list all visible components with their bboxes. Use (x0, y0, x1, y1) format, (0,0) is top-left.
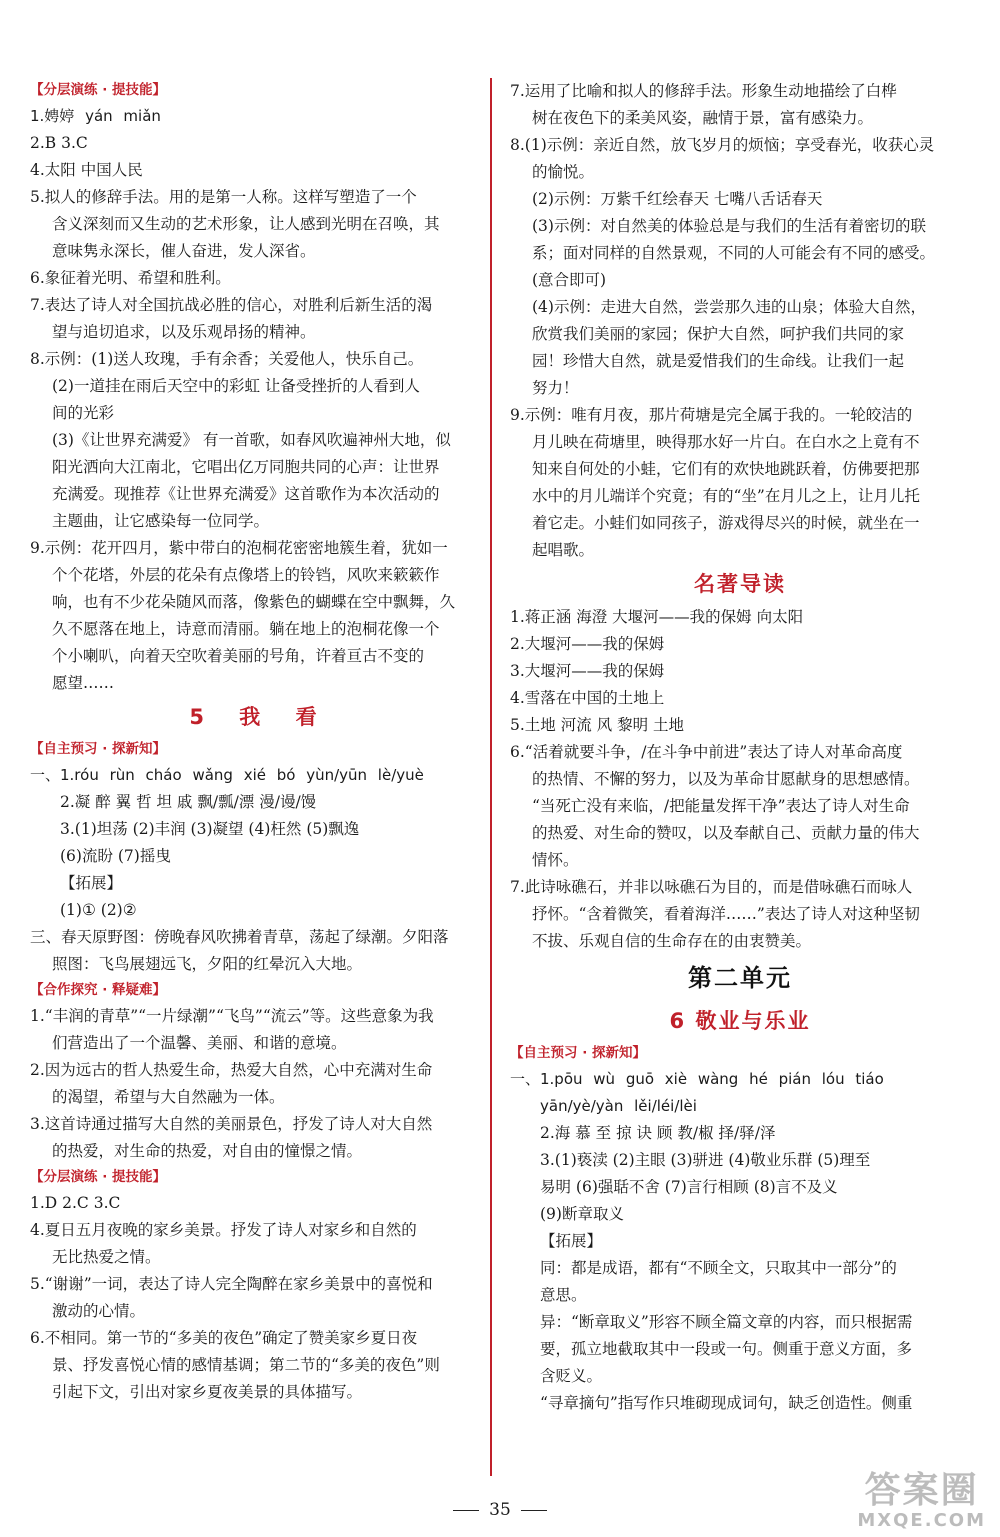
answer-line: 8.示例：(1)送人玫瑰，手有余香；关爱他人，快乐自己。 (30, 350, 424, 368)
answer-line: 2.因为远古的哲人热爱生命，热爱大自然，心中充满对生命 (30, 1061, 433, 1079)
answer-line: 5.拟人的修辞手法。用的是第一人称。这样写塑造了一个 (30, 188, 417, 206)
answer-line: 系；面对同样的自然景观，不同的人可能会有不同的感受。 (532, 244, 936, 262)
answer-line: 间的光彩 (52, 404, 115, 422)
answer-line: (4)示例：走进大自然，尝尝那久违的山泉；体验大自然， (532, 298, 926, 316)
answer-line: 4.雪落在中国的土地上 (510, 689, 665, 707)
answer-line: (3)《让世界充满爱》 有一首歌，如春风吹遍神州大地，似 (52, 431, 451, 449)
watermark-main: 答案圈 (864, 1470, 979, 1511)
answer-line: 异：“断章取义”形容不顾全篇文章的内容，而只根据需 (540, 1313, 913, 1331)
answer-line: 7.此诗咏礁石，并非以咏礁石为目的，而是借咏礁石而咏人 (510, 878, 913, 896)
answer-line: 9.示例：唯有月夜，那片荷塘是完全属于我的。一轮皎洁的 (510, 406, 913, 424)
answer-line: 要，孤立地截取其中一段或一句。侧重于意义方面，多 (540, 1340, 913, 1358)
answer-line: 5.“谢谢”一词，表达了诗人完全陶醉在家乡美景中的喜悦和 (30, 1275, 433, 1293)
answer-line: 一、1.pōu wù guō xiè wàng hé pián lóu tiáo (510, 1070, 884, 1088)
answer-line: 知来自何处的小蛙，它们有的欢快地跳跃着，仿佛要把那 (532, 460, 920, 478)
answer-line: 个个花塔，外层的花朵有点像塔上的铃铛，风吹来簌簌作 (52, 566, 440, 584)
answer-line: 易明 (6)强聒不舍 (7)言行相顾 (8)言不及义 (540, 1178, 838, 1196)
answer-line: 8.(1)示例：亲近自然，放飞岁月的烦恼；享受春光，收获心灵 (510, 136, 935, 154)
left-column (30, 78, 490, 1406)
section-tag: 【合作探究 · 释疑难】 (30, 982, 167, 998)
answer-line: 抒怀。“含着微笑，看着海洋……”表达了诗人对这种坚韧 (532, 905, 920, 923)
answer-line: 3.大堰河——我的保姆 (510, 662, 665, 680)
answer-line: 起唱歌。 (532, 541, 595, 559)
answer-line: (1)① (2)② (60, 901, 137, 919)
answer-line: 久不愿落在地上，诗意而清丽。躺在地上的泡桐花像一个 (52, 620, 440, 638)
answer-line: 1.D 2.C 3.C (30, 1194, 121, 1212)
answer-line: 含义深刻而又生动的艺术形象，让人感到光明在召唤，其 (52, 215, 440, 233)
answer-line: 三、春天原野图：傍晚春风吹拂着青草，荡起了绿潮。夕阳落 (30, 928, 449, 946)
lesson-heading: 名著导读 (694, 572, 786, 596)
answer-line: 【拓展】 (540, 1232, 603, 1250)
answer-line: yān/yè/yàn lěi/léi/lèi (540, 1097, 697, 1115)
answer-line: (意合即可) (532, 271, 607, 289)
section-tag: 【分层演练 · 提技能】 (30, 82, 167, 98)
section-tag: 【自主预习 · 探新知】 (30, 741, 167, 757)
answer-line: (6)流盼 (7)摇曳 (60, 847, 171, 865)
answer-line: 努力！ (532, 379, 579, 397)
answer-line: 引起下文，引出对家乡夏夜美景的具体描写。 (52, 1383, 363, 1401)
answer-line: 3.(1)亵渎 (2)主眼 (3)骈进 (4)敬业乐群 (5)理至 (540, 1151, 871, 1169)
answer-line: 2.凝 醉 翼 哲 坦 戚 飘/瓢/漂 漫/谩/馒 (60, 793, 317, 811)
page-number (0, 1500, 1000, 1520)
answer-line: 充满爱。现推荐《让世界充满爱》这首歌作为本次活动的 (52, 485, 440, 503)
unit-heading: 第二单元 (688, 964, 792, 992)
watermark (857, 1472, 986, 1531)
answer-line: 的渴望，希望与大自然融为一体。 (52, 1088, 285, 1106)
answer-line: 2.大堰河——我的保姆 (510, 635, 665, 653)
answer-line: 意味隽永深长，催人奋进，发人深省。 (52, 242, 316, 260)
answer-line: 6.“活着就要斗争，/在斗争中前进”表达了诗人对革命高度 (510, 743, 903, 761)
answer-line: 的热爱，对生命的热爱，对自由的憧憬之情。 (52, 1142, 363, 1160)
answer-line: 愿望…… (52, 674, 115, 692)
answer-line: 1.“丰润的青草”“一片绿潮”“飞鸟”“流云”等。这些意象为我 (30, 1007, 434, 1025)
answer-line: “寻章摘句”指写作只堆砌现成词句，缺乏创造性。侧重 (540, 1394, 913, 1412)
answer-line: 阳光洒向大江南北，它唱出亿万同胞共同的心声：让世界 (52, 458, 440, 476)
answer-line: 5.土地 河流 风 黎明 土地 (510, 716, 684, 734)
answer-line: (2)一道挂在雨后天空中的彩虹 让备受挫折的人看到人 (52, 377, 420, 395)
answer-line: 2.B 3.C (30, 134, 88, 152)
answer-line: 3.(1)坦荡 (2)丰润 (3)凝望 (4)枉然 (5)飘逸 (60, 820, 360, 838)
answer-line: 不拔、乐观自信的生命存在的由衷赞美。 (532, 932, 812, 950)
answer-line: 4.太阳 中国人民 (30, 161, 143, 179)
answer-line: 照图：飞鸟展翅远飞，夕阳的红晕沉入大地。 (52, 955, 363, 973)
answer-line: 着它走。小蛙们如同孩子，游戏得尽兴的时候，就坐在一 (532, 514, 920, 532)
answer-line: 主题曲，让它感染每一位同学。 (52, 512, 270, 530)
right-column (510, 78, 970, 1417)
answer-line: 1.娉婷 yán miǎn (30, 107, 161, 125)
answer-line: “当死亡没有来临，/把能量发挥干净”表达了诗人对生命 (532, 797, 910, 815)
lesson-heading: 6 敬业与乐业 (669, 1009, 811, 1033)
lesson-heading: 5 我 看 (189, 705, 331, 729)
section-tag: 【自主预习 · 探新知】 (510, 1045, 647, 1061)
answer-line: 个小喇叭，向着天空吹着美丽的号角，许着亘古不变的 (52, 647, 425, 665)
answer-line: 水中的月儿端详个究竟；有的“坐”在月儿之上，让月儿托 (532, 487, 920, 505)
answer-line: 无比热爱之情。 (52, 1248, 161, 1266)
answer-line: 1.蒋正涵 海澄 大堰河——我的保姆 向太阳 (510, 608, 804, 626)
answer-line: 同：都是成语，都有“不顾全文，只取其中一部分”的 (540, 1259, 897, 1277)
answer-line: 的热爱、对生命的赞叹，以及奉献自己、贡献力量的伟大 (532, 824, 920, 842)
answer-line: 的愉悦。 (532, 163, 595, 181)
answer-line: 们营造出了一个温馨、美丽、和谐的意境。 (52, 1034, 347, 1052)
page-number-text: 35 (489, 1500, 511, 1520)
watermark-sub: MXQE.COM (857, 1510, 986, 1531)
answer-line: 一、1.róu rùn cháo wǎng xié bó yùn/yūn lè/yuè (30, 766, 424, 784)
answer-line: 树在夜色下的柔美风姿，融情于景，富有感染力。 (532, 109, 874, 127)
answer-line: 7.表达了诗人对全国抗战必胜的信心，对胜利后新生活的渴 (30, 296, 433, 314)
answer-line: 含贬义。 (540, 1367, 603, 1385)
answer-line: 3.这首诗通过描写大自然的美丽景色，抒发了诗人对大自然 (30, 1115, 433, 1133)
answer-line: 意思。 (540, 1286, 587, 1304)
answer-line: 欣赏我们美丽的家园；保护大自然，呵护我们共同的家 (532, 325, 905, 343)
answer-line: 【拓展】 (60, 874, 123, 892)
answer-line: 望与追切追求，以及乐观昂扬的精神。 (52, 323, 316, 341)
answer-line: 景、抒发喜悦心情的感情基调；第二节的“多美的夜色”则 (52, 1356, 440, 1374)
answer-line: 响，也有不少花朵随风而落，像紫色的蝴蝶在空中飘舞，久 (52, 593, 456, 611)
answer-line: (9)断章取义 (540, 1205, 624, 1223)
answer-line: 月儿映在荷塘里，映得那水好一片白。在白水之上竟有不 (532, 433, 920, 451)
answer-line: (2)示例：万紫千红绘春天 七嘴八舌话春天 (532, 190, 823, 208)
section-tag: 【分层演练 · 提技能】 (30, 1169, 167, 1185)
answer-line: 6.不相同。第一节的“多美的夜色”确定了赞美家乡夏日夜 (30, 1329, 418, 1347)
column-divider (490, 78, 492, 1476)
answer-line: 2.海 慕 至 掠 诀 顾 教/椒 择/驿/泽 (540, 1124, 776, 1142)
answer-line: (3)示例：对自然美的体验总是与我们的生活有着密切的联 (532, 217, 926, 235)
answer-line: 9.示例：花开四月，紫中带白的泡桐花密密地簇生着，犹如一 (30, 539, 448, 557)
answer-line: 4.夏日五月夜晚的家乡美景。抒发了诗人对家乡和自然的 (30, 1221, 417, 1239)
answer-line: 的热情、不懈的努力，以及为革命甘愿献身的思想感情。 (532, 770, 920, 788)
answer-line: 7.运用了比喻和拟人的修辞手法。形象生动地描绘了白桦 (510, 82, 897, 100)
answer-line: 情怀。 (532, 851, 579, 869)
answer-line: 激动的心情。 (52, 1302, 146, 1320)
answer-line: 园！珍惜大自然，就是爱惜我们的生命线。让我们一起 (532, 352, 905, 370)
answer-line: 6.象征着光明、希望和胜利。 (30, 269, 231, 287)
